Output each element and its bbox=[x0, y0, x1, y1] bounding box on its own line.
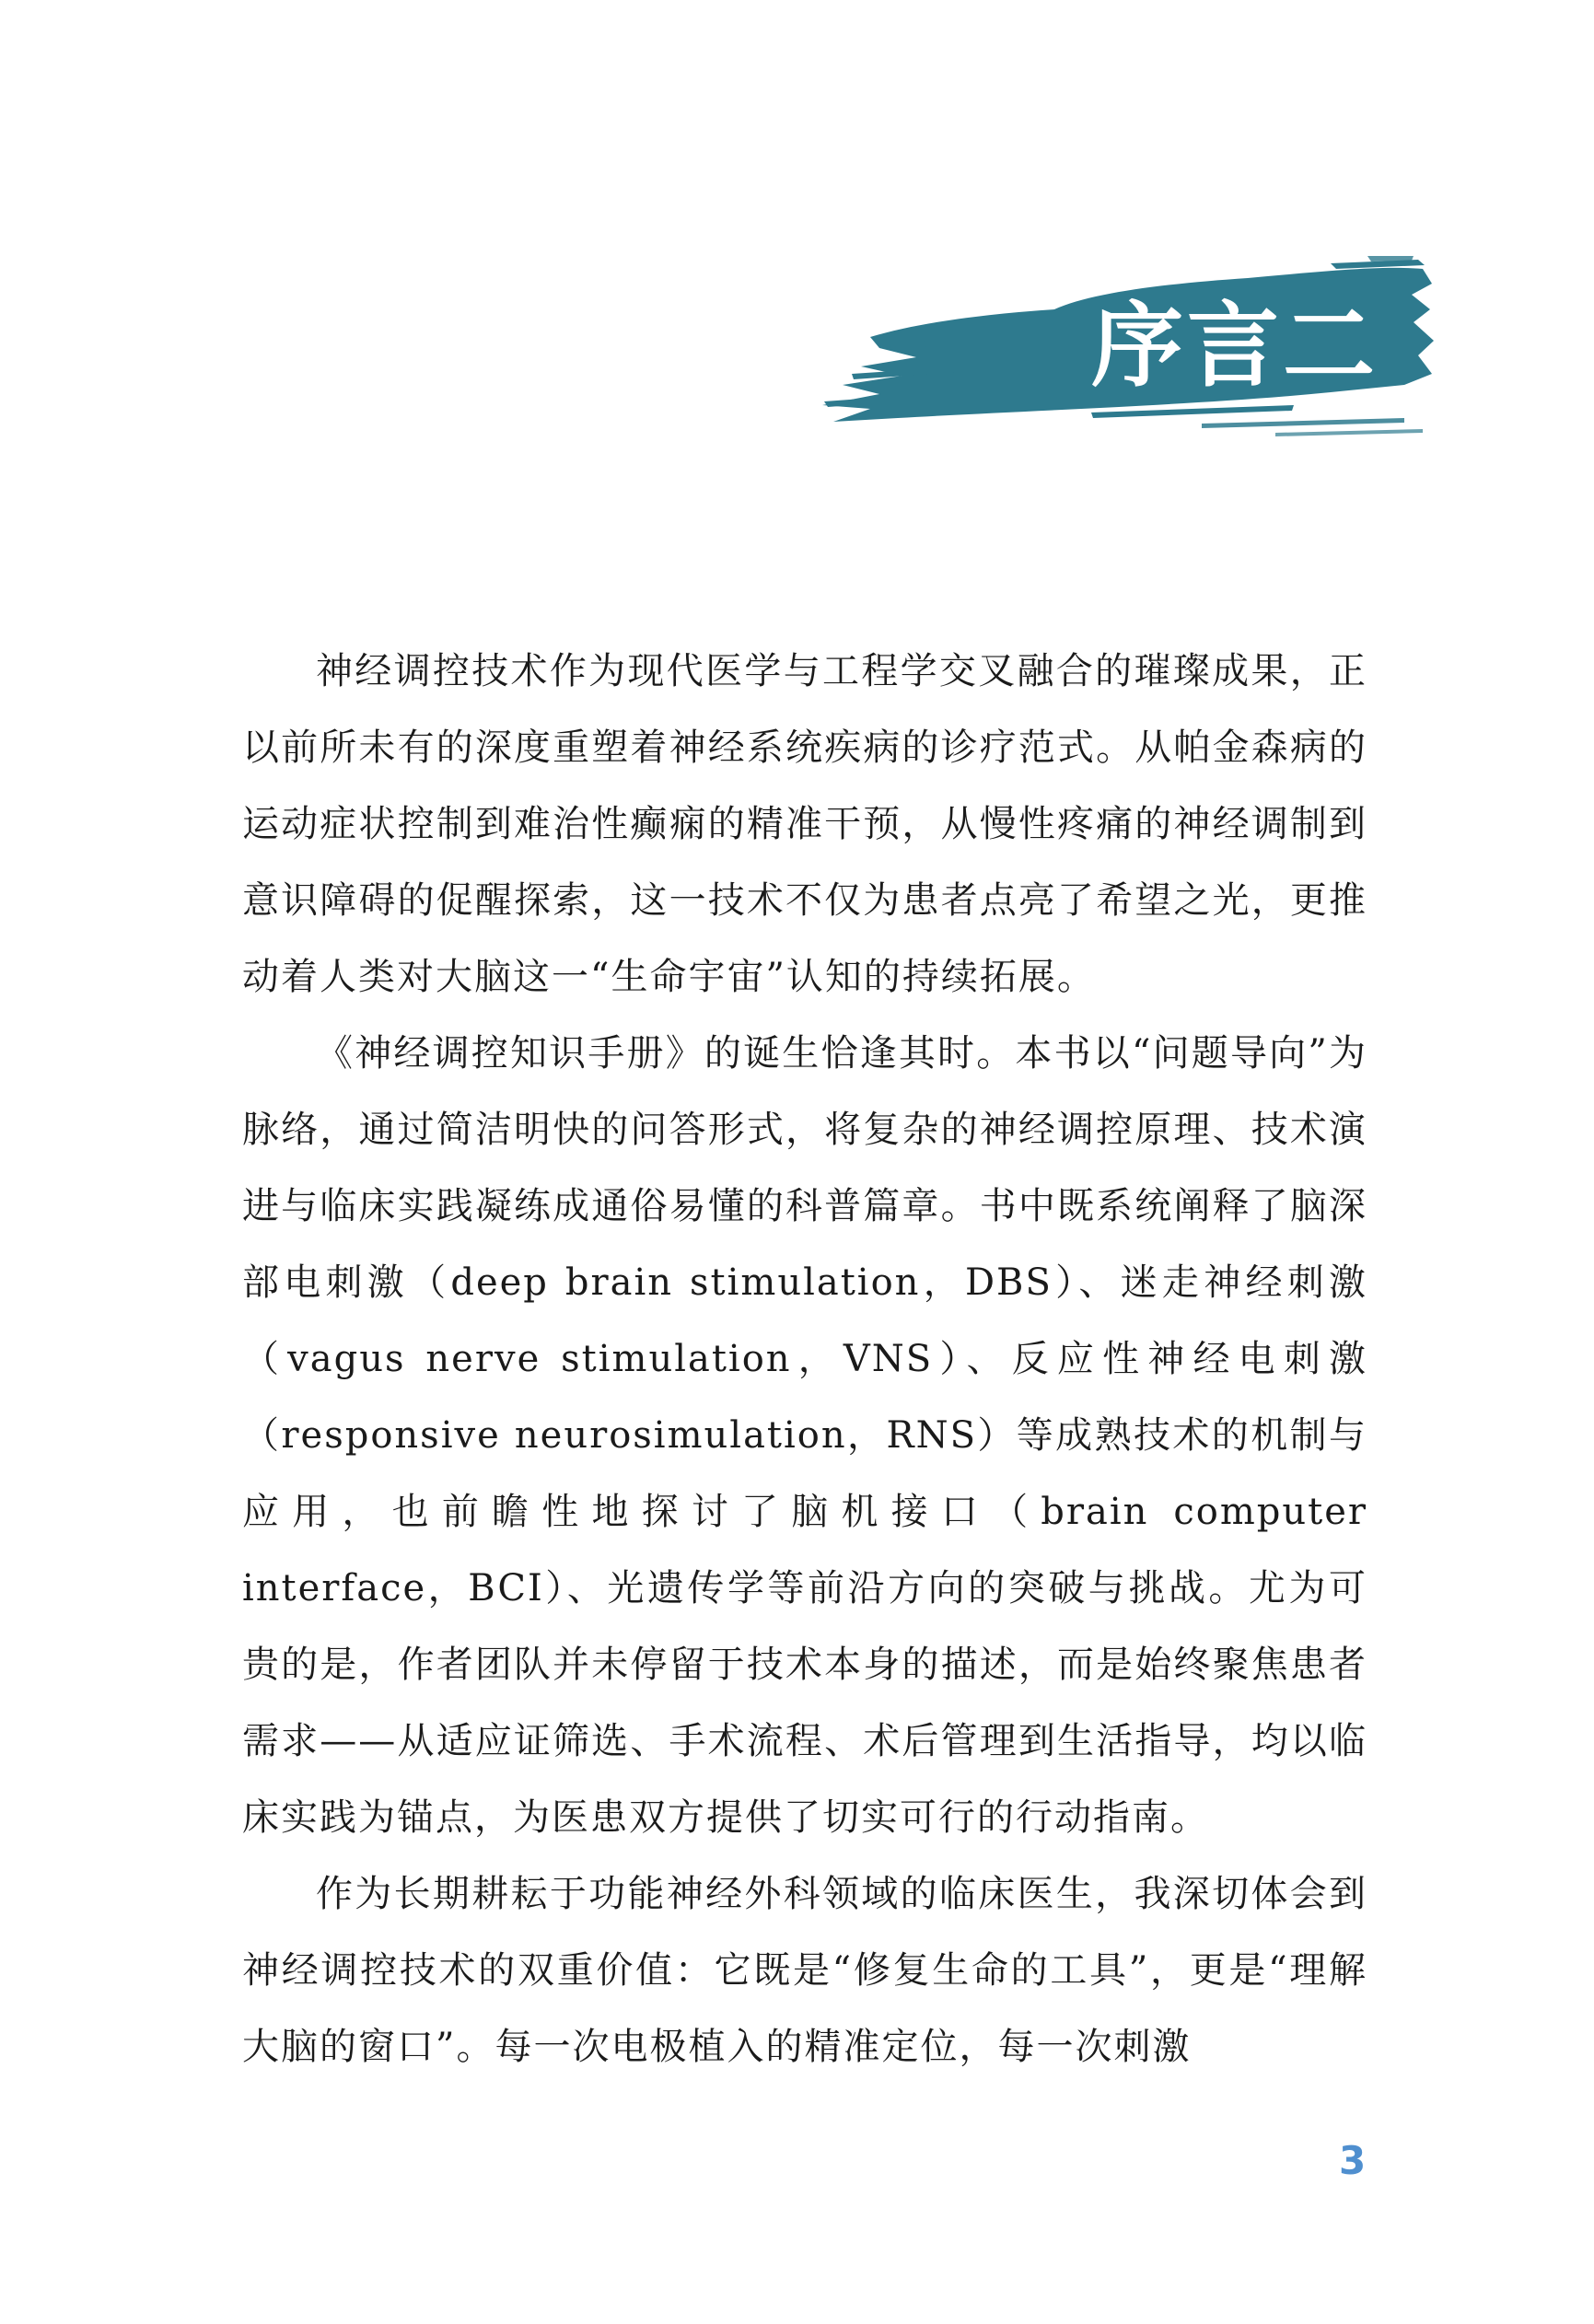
paragraph: 作为长期耕耘于功能神经外科领域的临床医生，我深切体会到神经调控技术的双重价值：它既是“修复生命的工具”，更是“理解大脑的窗口”。每一次电极植入的精准定位，每一次刺激 bbox=[242, 1873, 1367, 2068]
paragraph: 《神经调控知识手册》的诞生恰逢其时。本书以“问题导向”为脉络，通过简洁明快的问答形式，将复杂的神经调控原理、技术演进与临床实践凝练成通俗易懂的科普篇章。书中既系统阐释了脑深部电刺激（deep brain stimulation，DBS）、迷走神经刺激（vagus nerve stimulation，VNS）、反应性神经电刺激（responsive neurosimulation，RNS）等成熟技术的机制与应用，也前瞻性地探讨了脑机接口（brain computer interface，BCI）、光遗传学等前沿方向的突破与挑战。尤为可贵的是，作者团队并未停留于技术本身的描述，而是始终聚焦患者需求——从适应证筛选、手术流程、术后管理到生活指导，均以临床实践为锚点，为医患双方提供了切实可行的行动指南。 bbox=[242, 1032, 1367, 1839]
paragraph: 神经调控技术作为现代医学与工程学交叉融合的璀璨成果，正以前所未有的深度重塑着神经系统疾病的诊疗范式。从帕金森病的运动症状控制到难治性癫痫的精准干预，从慢性疼痛的神经调制到意识障碍的促醒探索，这一技术不仅为患者点亮了希望之光，更推动着人类对大脑这一“生命宇宙”认知的持续拓展。 bbox=[242, 650, 1367, 998]
chapter-title: 序言二 bbox=[1091, 292, 1379, 400]
page-number: 3 bbox=[1339, 2138, 1367, 2183]
body-text bbox=[242, 633, 1367, 2086]
chapter-banner bbox=[815, 256, 1437, 440]
